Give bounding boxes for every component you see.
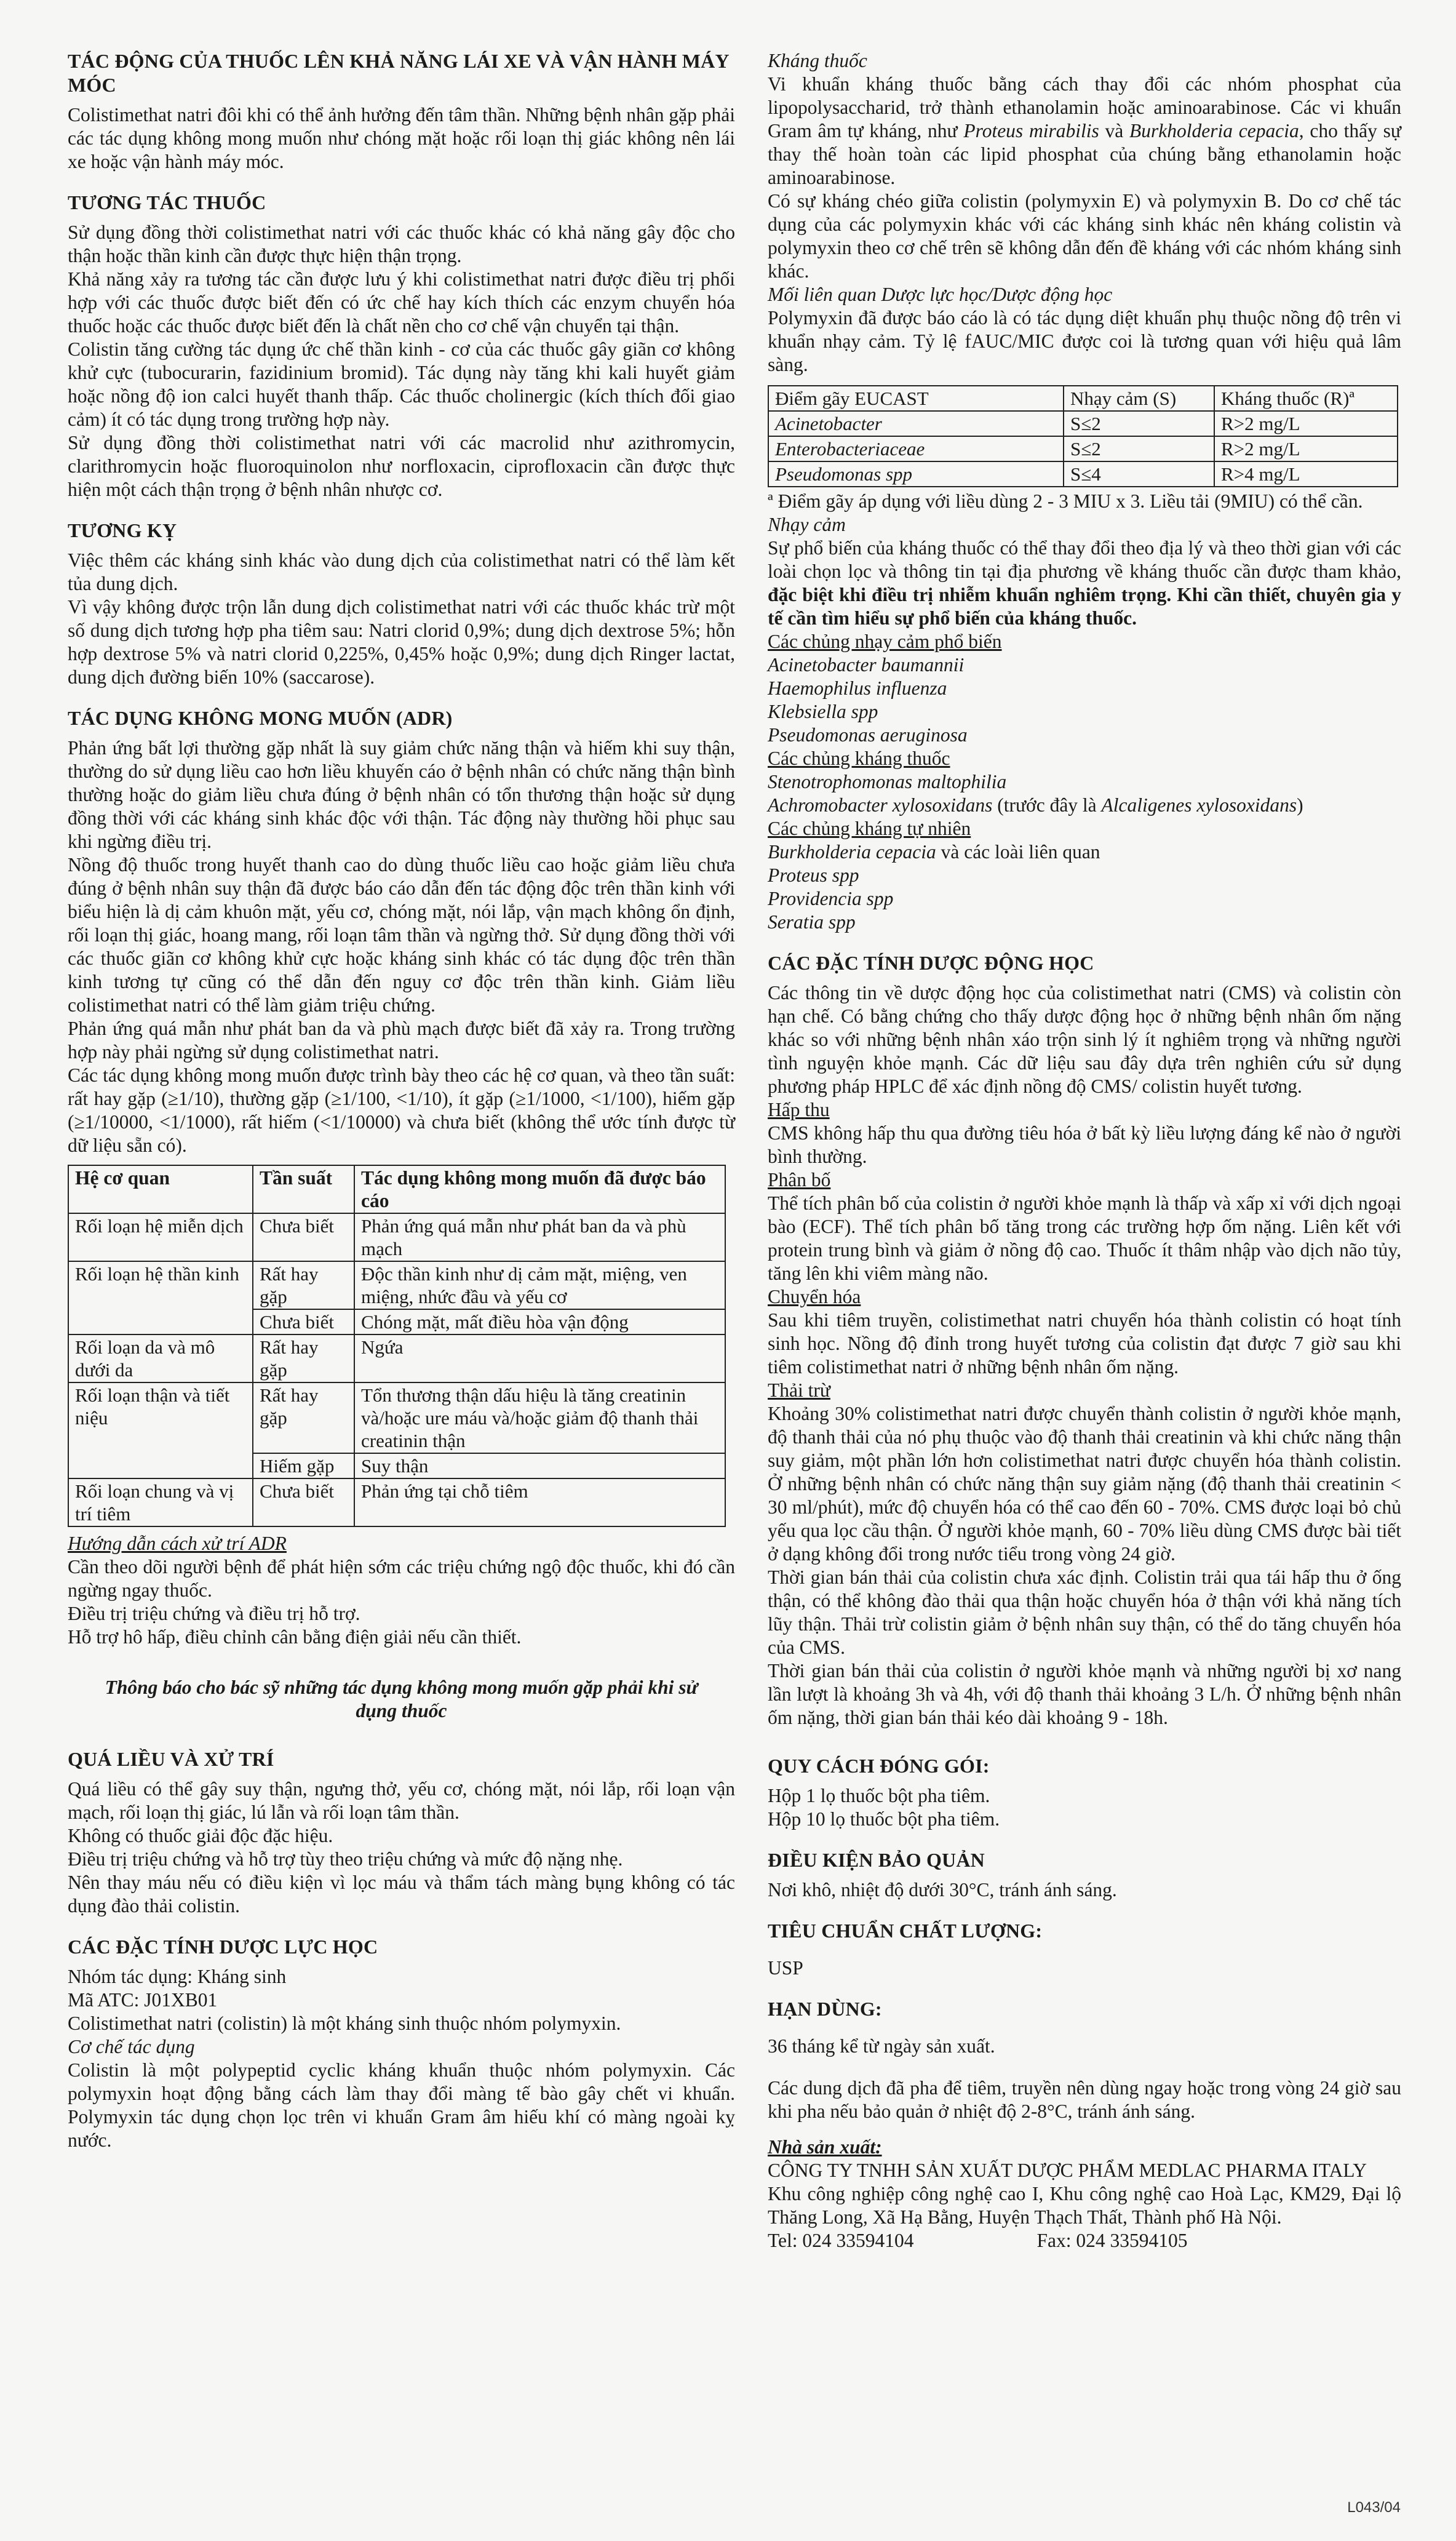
- pkpd-text: Polymyxin đã được báo cáo là có tác dụng diệt khuẩn phụ thuộc nồng độ trên vi khuẩn nhạy cảm. Tỷ lệ fAUC/MIC được coi là tương quan với hiệu quả lâm sàng.: [768, 307, 1401, 375]
- manufacturer-tel: Tel: 024 33594104: [768, 2230, 914, 2251]
- mechanism-text: Colistin là một polypeptid cyclic kháng khuẩn thuộc nhóm polymyxin. Các polymyxin hoạt động bằng cách làm thay đổi màng tế bào gây chết vi khuẩn. Polymyxin tác dụng chọn lọc trên vi khuẩn Gram âm hiếu khí có màng ngoài kỵ nước.: [68, 2059, 735, 2151]
- interactions-text-1: Sử dụng đồng thời colistimethat natri với các thuốc khác có khả năng gây độc cho thận hoặc thần kinh cần được thực hiện thận trọng.: [68, 221, 735, 266]
- packaging-item-1: Hộp 1 lọ thuốc bột pha tiêm.: [768, 1785, 990, 1806]
- pharmacokinetics-heading: CÁC ĐẶC TÍNH DƯỢC ĐỘNG HỌC: [768, 952, 1094, 974]
- eucast-header: [768, 386, 1398, 411]
- incompatibility-text-2: Vì vậy không được trộn lẫn dung dịch colistimethat natri với các thuốc khác trừ một số dung dịch tương hợp pha tiêm sau: Natri clorid 0,9%; dung dịch dextrose 5%; hỗn hợp dextrose 5% và natri clorid 0,225%, 0,45% hoặc 0,9%; dung dịch Ringer lactat, dung dịch đường biến 10% (saccarose).: [68, 596, 735, 688]
- storage-text: Nơi khô, nhiệt độ dưới 30°C, tránh ánh sáng.: [768, 1879, 1117, 1901]
- adr-table: [68, 1165, 726, 1527]
- overdose-text-4: Nên thay máu nếu có điều kiện vì lọc máu và thẩm tách màng bụng không có tác dụng đào thải colistin.: [68, 1872, 735, 1917]
- overdose-text-2: Không có thuốc giải độc đặc hiệu.: [68, 1825, 333, 1846]
- adr-text-1: Phản ứng bất lợi thường gặp nhất là suy giảm chức năng thận và hiếm khi suy thận, thường do sử dụng liều cao hơn liều khuyến cáo ở bệnh nhân có chức năng thận bình thường hoặc do giảm liều chưa đúng ở bệnh nhân có tổn thương thận hoặc sử dụng đồng thời với các kháng sinh khác độc với thận. Tác động này thường hồi phục sau khi ngừng điều trị.: [68, 737, 735, 852]
- adr-heading: TÁC DỤNG KHÔNG MONG MUỐN (ADR): [68, 707, 453, 729]
- interactions-text-3: Colistin tăng cường tác dụng ức chế thần kinh - cơ của các thuốc gây giãn cơ không khử cực (tubocurarin, fazidinium bromid). Tác dụng này tăng khi kali huyết giảm hoặc nồng độ ion calci huyết thanh thấp. Các thuốc cholinergic (kích thích đối giao cảm) ít có tác dụng trong trường hợp này.: [68, 338, 735, 430]
- common-strains-heading: Các chủng nhạy cảm phổ biến: [768, 631, 1002, 652]
- quality-heading: TIÊU CHUẨN CHẤT LƯỢNG:: [768, 1920, 1043, 1942]
- adr-text-3: Phản ứng quá mẫn như phát ban da và phù mạch được biết đã xảy ra. Trong trường hợp này phải ngừng sử dụng colistimethat natri.: [68, 1018, 735, 1063]
- adr-table-header: [68, 1165, 725, 1213]
- shelf-life-reconstituted: Các dung dịch đã pha để tiêm, truyền nên dùng ngay hoặc trong vòng 24 giờ sau khi pha nếu bảo quản ở nhiệt độ 2-8°C, tránh ánh sáng.: [768, 2077, 1401, 2122]
- eucast-s-value: S≤2: [1064, 436, 1214, 461]
- distribution-heading: Phân bố: [768, 1169, 831, 1191]
- adr-frequency-cell: Rất hay gặp: [253, 1382, 354, 1453]
- adr-frequency-cell: Rất hay gặp: [253, 1261, 354, 1309]
- driving-heading: TÁC ĐỘNG CỦA THUỐC LÊN KHẢ NĂNG LÁI XE VÀ VẬN HÀNH MÁY MÓC: [68, 50, 729, 96]
- storage-heading: ĐIỀU KIỆN BẢO QUẢN: [768, 1849, 985, 1871]
- list-item: Stenotrophomonas maltophilia: [768, 771, 1007, 792]
- eucast-organism: Enterobacteriaceae: [768, 436, 1064, 461]
- interactions-text-4: Sử dụng đồng thời colistimethat natri với các macrolid như azithromycin, clarithromycin hoặc fluoroquinolon như norfloxacin, ciprofloxacin cần được thực hiện một cách thận trọng ở bệnh nhân nhược cơ.: [68, 432, 735, 500]
- eucast-note: ª Điểm gãy áp dụng với liều dùng 2 - 3 MIU x 3. Liều tải (9MIU) có thể cần.: [768, 490, 1363, 512]
- overdose-heading: QUÁ LIỀU VÀ XỬ TRÍ: [68, 1748, 274, 1770]
- adr-frequency-cell: Rất hay gặp: [253, 1334, 354, 1382]
- packaging-item-2: Hộp 10 lọ thuốc bột pha tiêm.: [768, 1808, 1000, 1830]
- adr-effect-cell: Phản ứng tại chỗ tiêm: [354, 1478, 725, 1526]
- resistance-text-1: Vi khuẩn kháng thuốc bằng cách thay đổi các nhóm phosphat của lipopolysaccharid, trở thành ethanolamin hoặc aminoarabinose. Các vi khuẩn Gram âm tự kháng, như Proteus mirabilis và Burkholderia cepacia, cho thấy sự thay thế hoàn toàn các lipid phosphat của chúng bằng ethanolamin hoặc aminoarabinose.: [768, 73, 1401, 188]
- overdose-text-1: Quá liều có thể gây suy thận, ngưng thở, yếu cơ, chóng mặt, nói lắp, rối loạn vận mạch, rối loạn thị giác, lú lẫn và rối loạn tâm thần.: [68, 1778, 735, 1823]
- table-row: [768, 436, 1398, 461]
- adr-guide-text-3: Hỗ trợ hô hấp, điều chỉnh cân bằng điện giải nếu cần thiết.: [68, 1626, 522, 1648]
- incompatibility-text-1: Việc thêm các kháng sinh khác vào dung dịch của colistimethat natri có thể làm kết tủa dung dịch.: [68, 549, 735, 594]
- adr-frequency-cell: Chưa biết: [253, 1309, 354, 1334]
- eucast-header-resistant: Kháng thuốc (R)ª: [1214, 386, 1398, 411]
- pharmacodynamics-class: Colistimethat natri (colistin) là một kháng sinh thuộc nhóm polymyxin.: [68, 2012, 621, 2034]
- adr-effect-cell: Phản ứng quá mẫn như phát ban da và phù mạch: [354, 1213, 725, 1261]
- list-item: Haemophilus influenza: [768, 677, 947, 699]
- driving-text: Colistimethat natri đôi khi có thể ảnh hưởng đến tâm thần. Những bệnh nhân gặp phải các tác dụng không mong muốn như chóng mặt hoặc rối loạn thị giác không nên lái xe hoặc vận hành máy móc.: [68, 104, 735, 172]
- adr-effect-cell: Độc thần kinh như dị cảm mặt, miệng, ven miệng, nhức đầu và yếu cơ: [354, 1261, 725, 1309]
- incompatibility-heading: TƯƠNG KỴ: [68, 519, 177, 541]
- table-row: [768, 461, 1398, 487]
- manufacturer-heading: Nhà sản xuất:: [768, 2136, 882, 2158]
- list-item: Acinetobacter baumannii: [768, 654, 965, 676]
- right-column: [768, 49, 1401, 2252]
- metabolism-text: Sau khi tiêm truyền, colistimethat natri chuyển hóa thành colistin có hoạt tính sinh học. Nồng độ đỉnh trong huyết tương của colistin đạt được 7 giờ sau khi tiêm colistimethat natri ở những bệnh nhân ốm nặng.: [768, 1309, 1401, 1378]
- elimination-text-1: Khoảng 30% colistimethat natri được chuyển thành colistin ở người khỏe mạnh, độ thanh thải của nó phụ thuộc vào độ thanh thải creatinin và khi chức năng thận suy giảm, một phần lớn hơn colistimethat natri được chuyển hóa thành colistin. Ở những bệnh nhân có chức năng thận suy giảm nặng (độ thanh thải creatinin < 30 ml/phút), mức độ chuyển hóa có thể cao đến 60 - 70%. CMS được loại bỏ chủ yếu qua lọc cầu thận. Ở người khỏe mạnh, 60 - 70% liều dùng CMS được bài tiết ở dạng không đổi trong nước tiểu trong vòng 24 giờ.: [768, 1403, 1401, 1565]
- sensitivity-text: Sự phổ biến của kháng thuốc có thể thay đổi theo địa lý và theo thời gian với các loài chọn lọc và thông tin tại địa phương về kháng thuốc cần được tham khảo, đặc biệt khi điều trị nhiễm khuẩn nghiêm trọng. Khi cần thiết, chuyên gia y tế cần tìm hiểu sự phổ biến của kháng thuốc.: [768, 537, 1401, 629]
- eucast-r-value: R>4 mg/L: [1214, 461, 1398, 487]
- pharmacodynamics-group: Nhóm tác dụng: Kháng sinh: [68, 1966, 287, 1987]
- table-row: [768, 411, 1398, 436]
- adr-organ-cell: Rối loạn hệ thần kinh: [68, 1261, 253, 1334]
- table-row: [68, 1382, 725, 1453]
- doctor-notice: Thông báo cho bác sỹ những tác dụng không mong muốn gặp phải khi sử dụng thuốc: [105, 1677, 698, 1721]
- table-row: [68, 1213, 725, 1261]
- packaging-heading: QUY CÁCH ĐÓNG GÓI:: [768, 1755, 990, 1777]
- adr-header-frequency: Tần suất: [253, 1165, 354, 1213]
- adr-frequency-cell: Hiếm gặp: [253, 1453, 354, 1478]
- adr-organ-cell: Rối loạn thận và tiết niệu: [68, 1382, 253, 1478]
- adr-organ-cell: Rối loạn da và mô dưới da: [68, 1334, 253, 1382]
- list-item: Providencia spp: [768, 888, 894, 909]
- adr-header-effect: Tác dụng không mong muốn đã được báo cáo: [354, 1165, 725, 1213]
- overdose-text-3: Điều trị triệu chứng và hỗ trợ tùy theo triệu chứng và mức độ nặng nhẹ.: [68, 1848, 623, 1870]
- manufacturer-address: Khu công nghiệp công nghệ cao I, Khu công nghệ cao Hoà Lạc, KM29, Đại lộ Thăng Long, Xã Hạ Bằng, Huyện Thạch Thất, Thành phố Hà Nội.: [768, 2183, 1401, 2228]
- eucast-s-value: S≤4: [1064, 461, 1214, 487]
- resistance-text-2: Có sự kháng chéo giữa colistin (polymyxin E) và polymyxin B. Do cơ chế tác dụng của các polymyxin khác với các kháng sinh khác nên kháng colistin và polymyxin theo cơ chế trên sẽ không dẫn đến đề kháng với các nhóm kháng sinh khác.: [768, 190, 1401, 282]
- adr-effect-cell: Tổn thương thận dấu hiệu là tăng creatinin và/hoặc ure máu và/hoặc giảm độ thanh thải creatinin thận: [354, 1382, 725, 1453]
- shelf-life-text: 36 tháng kể từ ngày sản xuất.: [768, 2035, 995, 2057]
- pkpd-heading: Mối liên quan Dược lực học/Dược động học: [768, 284, 1113, 305]
- eucast-s-value: S≤2: [1064, 411, 1214, 436]
- adr-frequency-cell: Chưa biết: [253, 1213, 354, 1261]
- metabolism-heading: Chuyển hóa: [768, 1286, 861, 1307]
- eucast-organism: Pseudomonas spp: [768, 461, 1064, 487]
- interactions-text-2: Khả năng xảy ra tương tác cần được lưu ý khi colistimethat natri được điều trị phối hợp với các thuốc được biết đến có ức chế hay kích thích các enzym chuyển hóa thuốc hoặc các thuốc được biết đến là chất nền cho cơ chế vận chuyển tại thận.: [68, 268, 735, 337]
- list-item: Seratia spp: [768, 911, 856, 933]
- eucast-r-value: R>2 mg/L: [1214, 436, 1398, 461]
- distribution-text: Thể tích phân bố của colistin ở người khỏe mạnh là thấp và xấp xỉ với dịch ngoại bào (ECF). Thể tích phân bố tăng trong các trường hợp ốm nặng. Liên kết với protein trung bình và giảm ở nồng độ cao. Thuốc ít thâm nhập vào dịch não tủy, tăng lên khi viêm màng não.: [768, 1192, 1401, 1284]
- pharmacodynamics-atc: Mã ATC: J01XB01: [68, 1989, 218, 2011]
- table-row: [68, 1261, 725, 1309]
- eucast-r-value: R>2 mg/L: [1214, 411, 1398, 436]
- adr-header-organ: Hệ cơ quan: [68, 1165, 253, 1213]
- absorption-text: CMS không hấp thu qua đường tiêu hóa ở bất kỳ liều lượng đáng kể nào ở người bình thường.: [768, 1122, 1401, 1167]
- adr-effect-cell: Chóng mặt, mất điều hòa vận động: [354, 1309, 725, 1334]
- manufacturer-fax: Fax: 024 33594105: [1036, 2230, 1188, 2251]
- table-row: [68, 1478, 725, 1526]
- sensitivity-heading: Nhạy cảm: [768, 514, 846, 535]
- interactions-heading: TƯƠNG TÁC THUỐC: [68, 191, 266, 213]
- shelf-life-heading: HẠN DÙNG:: [768, 1998, 882, 2020]
- adr-text-4: Các tác dụng không mong muốn được trình bày theo các hệ cơ quan, và theo tần suất: rất hay gặp (≥1/10), thường gặp (≥1/100, <1/10), ít gặp (≥1/1000, <1/100), hiếm gặp (≥1/10000, <1/1000), rất hiếm (<1/10000) và chưa biết (không thể ước tính được từ dữ liệu sẵn có).: [68, 1064, 735, 1156]
- adr-organ-cell: Rối loạn hệ miễn dịch: [68, 1213, 253, 1261]
- mechanism-heading: Cơ chế tác dụng: [68, 2036, 195, 2057]
- natural-resistant-heading: Các chủng kháng tự nhiên: [768, 818, 971, 839]
- eucast-organism: Acinetobacter: [768, 411, 1064, 436]
- table-row: [68, 1334, 725, 1382]
- adr-effect-cell: Suy thận: [354, 1453, 725, 1478]
- adr-organ-cell: Rối loạn chung và vị trí tiêm: [68, 1478, 253, 1526]
- elimination-text-3: Thời gian bán thải của colistin ở người khỏe mạnh và những người bị xơ nang lần lượt là khoảng 3h và 4h, với độ thanh thải khoảng 3 L/h. Ở những bệnh nhân ốm nặng, thời gian bán thải kéo dài khoảng 9 - 18h.: [768, 1660, 1401, 1728]
- adr-effect-cell: Ngứa: [354, 1334, 725, 1382]
- quality-text: USP: [768, 1957, 803, 1979]
- adr-text-2: Nồng độ thuốc trong huyết thanh cao do dùng thuốc liều cao hoặc giảm liều chưa đúng ở bệnh nhân suy thận đã được báo cáo dẫn đến tác động độc trên thần kinh với biểu hiện là dị cảm khuôn mặt, yếu cơ, chóng mặt, nói lắp, vận mạch không ổn định, rối loạn thị giác, hoang mang, rối loạn tâm thần và ngừng thở. Sử dụng đồng thời với các thuốc giãn cơ không khử cực hoặc kháng sinh khác có tác dụng độc trên thần kinh tương tự cũng có thể dẫn đến nguy cơ độc trên thần kinh. Giảm liều colistimethat natri có thể làm giảm triệu chứng.: [68, 854, 735, 1016]
- left-column: [68, 49, 735, 2152]
- eucast-table: [768, 385, 1398, 487]
- resistant-strains-heading: Các chủng kháng thuốc: [768, 748, 950, 769]
- adr-guide-text-1: Cần theo dõi người bệnh để phát hiện sớm các triệu chứng ngộ độc thuốc, khi đó cần ngừng ngay thuốc.: [68, 1556, 735, 1601]
- pharmacodynamics-heading: CÁC ĐẶC TÍNH DƯỢC LỰC HỌC: [68, 1936, 378, 1958]
- manufacturer-contact: [768, 2229, 1401, 2252]
- list-item: Klebsiella spp: [768, 701, 878, 722]
- document-code: L043/04: [1347, 2499, 1401, 2516]
- list-item: Pseudomonas aeruginosa: [768, 724, 968, 746]
- list-item: Proteus spp: [768, 864, 859, 886]
- elimination-text-2: Thời gian bán thải của colistin chưa xác định. Colistin trải qua tái hấp thu ở ống thận, có thể không đào thải qua thận hoặc chuyển hóa ở thận với khả năng tích lũy thận. Thải trừ colistin giảm ở bệnh nhân suy thận, có thể do tăng chuyển hóa của CMS.: [768, 1566, 1401, 1658]
- eucast-header-sensitive: Nhạy cảm (S): [1064, 386, 1214, 411]
- adr-guide-heading: Hướng dẫn cách xử trí ADR: [68, 1533, 287, 1554]
- adr-frequency-cell: Chưa biết: [253, 1478, 354, 1526]
- elimination-heading: Thải trừ: [768, 1379, 830, 1401]
- list-item: Achromobacter xylosoxidans (trước đây là Alcaligenes xylosoxidans): [768, 794, 1303, 816]
- absorption-heading: Hấp thu: [768, 1099, 830, 1120]
- list-item: Burkholderia cepacia và các loài liên quan: [768, 841, 1100, 863]
- resistance-heading: Kháng thuốc: [768, 50, 867, 71]
- manufacturer-name: CÔNG TY TNHH SẢN XUẤT DƯỢC PHẨM MEDLAC PHARMA ITALY: [768, 2160, 1367, 2181]
- pharmacokinetics-text: Các thông tin về dược động học của colistimethat natri (CMS) và colistin còn hạn chế. Có bằng chứng cho thấy dược động học ở những bệnh nhân ốm nặng khác so với những bệnh nhân xáo trộn sinh lý ít nghiêm trọng và những người tình nguyện khỏe mạnh. Các dữ liệu sau đây dựa trên nghiên cứu sử dụng phương pháp HPLC để xác định nồng độ CMS/ colistin huyết tương.: [768, 982, 1401, 1097]
- adr-guide-text-2: Điều trị triệu chứng và điều trị hỗ trợ.: [68, 1603, 360, 1624]
- eucast-header-breakpoint: Điểm gãy EUCAST: [768, 386, 1064, 411]
